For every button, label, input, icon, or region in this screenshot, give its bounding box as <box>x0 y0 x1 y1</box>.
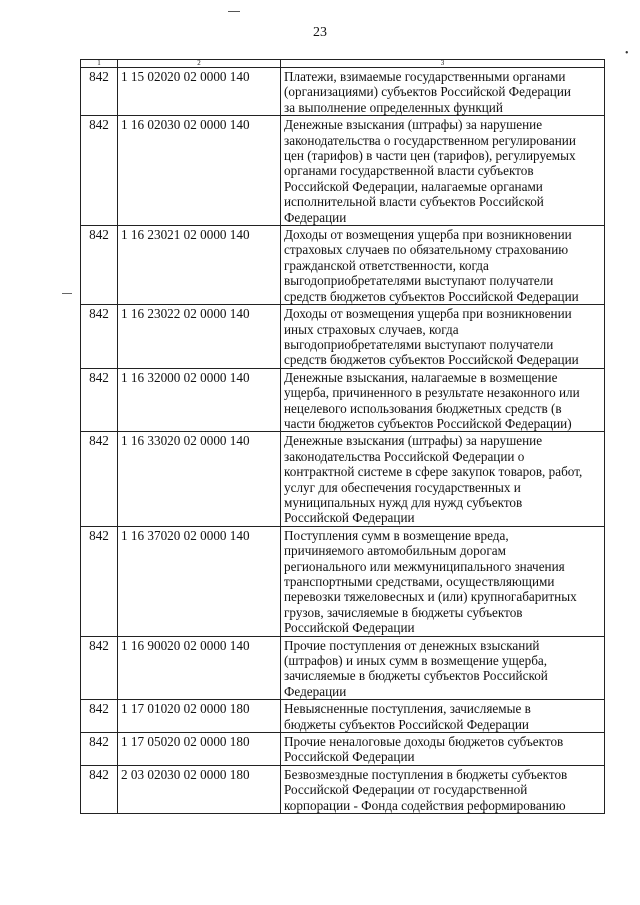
description-line: муниципальных нужд для нужд субъектов <box>284 494 523 510</box>
revenue-description-cell <box>281 368 605 432</box>
budget-classification-code-cell: 2 03 02030 02 0000 180 <box>118 765 281 813</box>
table-row <box>81 226 605 305</box>
description-line: Безвозмездные поступления в бюджеты субъектов <box>284 766 568 782</box>
description-line: Платежи, взимаемые государственными органами <box>284 69 566 84</box>
table-row <box>81 636 605 700</box>
description-line: законодательства о государственном регулировании <box>284 132 576 148</box>
description-line: корпорации - Фонда содействия реформированию <box>284 797 566 813</box>
table-row <box>81 68 605 116</box>
budget-classification-code-cell: 1 16 23022 02 0000 140 <box>118 305 281 369</box>
description-line: Российской Федерации от государственной <box>284 782 528 798</box>
table-body <box>81 68 605 814</box>
budget-classification-code-cell: 1 16 90020 02 0000 140 <box>118 636 281 700</box>
budget-classification-code-cell: 1 16 37020 02 0000 140 <box>118 526 281 636</box>
description-line: страховых случаев по обязательному страхованию <box>284 242 569 258</box>
description-line: Поступления сумм в возмещение вреда, <box>284 527 509 543</box>
description-line: средств бюджетов субъектов Российской Федерации <box>284 352 579 368</box>
description-line: перевозки тяжеловесных и (или) крупногабаритных <box>284 589 577 605</box>
description-line: Федерации <box>284 209 347 225</box>
description-line: выгодоприобретателями выступают получатели <box>284 273 554 289</box>
description-line: Денежные взыскания (штрафы) за нарушение <box>284 117 543 133</box>
administrator-code-cell: 842 <box>81 733 118 766</box>
administrator-code-cell: 842 <box>81 226 118 305</box>
description-line: цен (тарифов) в части цен (тарифов), регулируемых <box>284 148 576 164</box>
description-line: Невыясненные поступления, зачисляемые в <box>284 701 531 717</box>
description-line: грузов, зачисляемые в бюджеты субъектов <box>284 604 523 620</box>
table-row <box>81 733 605 766</box>
administrator-code-cell: 842 <box>81 700 118 733</box>
administrator-code-cell: 842 <box>81 368 118 432</box>
administrator-code-cell: 842 <box>81 636 118 700</box>
description-line: Российской Федерации <box>284 620 415 636</box>
budget-classification-code-cell: 1 16 23021 02 0000 140 <box>118 226 281 305</box>
description-line: Доходы от возмещения ущерба при возникновении <box>284 306 572 322</box>
table-header-row <box>81 60 605 68</box>
description-line: гражданской ответственности, когда <box>284 257 489 273</box>
administrator-code-cell: 842 <box>81 116 118 226</box>
table-row <box>81 526 605 636</box>
table-row <box>81 765 605 813</box>
description-line: законодательства Российской Федерации о <box>284 448 525 464</box>
budget-classification-code-cell: 1 15 02020 02 0000 140 <box>118 68 281 116</box>
description-line: Российской Федерации, налагаемые органами <box>284 178 543 194</box>
revenue-description-cell <box>281 68 605 116</box>
revenue-description-cell <box>281 700 605 733</box>
description-line: иных страховых случаев, когда <box>284 321 459 337</box>
scan-mark-corner: • <box>625 48 629 59</box>
administrator-code-cell: 842 <box>81 68 118 116</box>
description-line: регионального или межмуниципального значения <box>284 558 565 574</box>
description-line: средств бюджетов субъектов Российской Федерации <box>284 288 579 304</box>
budget-classification-code-cell: 1 17 05020 02 0000 180 <box>118 733 281 766</box>
description-line: услуг для обеспечения государственных и <box>284 479 521 495</box>
table-row <box>81 432 605 526</box>
administrator-code-cell: 842 <box>81 765 118 813</box>
description-line: Доходы от возмещения ущерба при возникновении <box>284 227 572 243</box>
description-line: ущерба, причиненного в результате незаконного или <box>284 385 580 401</box>
description-line: Денежные взыскания (штрафы) за нарушение <box>284 433 543 449</box>
column-number-3: 3 <box>281 60 605 68</box>
description-line: Прочие поступления от денежных взысканий <box>284 637 540 653</box>
description-line: части бюджетов субъектов Российской Федерации) <box>284 415 572 431</box>
budget-classification-code-cell: 1 17 01020 02 0000 180 <box>118 700 281 733</box>
table-row <box>81 116 605 226</box>
revenue-description-cell <box>281 226 605 305</box>
description-line: бюджеты субъектов Российской Федерации <box>284 716 529 732</box>
administrator-code-cell: 842 <box>81 305 118 369</box>
description-line: исполнительной власти субъектов Российской <box>284 194 544 210</box>
revenue-description-cell <box>281 733 605 766</box>
description-line: транспортными средствами, осуществляющими <box>284 574 555 589</box>
revenue-description-cell <box>281 305 605 369</box>
description-line: Федерации <box>284 683 347 699</box>
description-line: Российской Федерации <box>284 510 415 526</box>
description-line: за выполнение определенных функций <box>284 99 503 115</box>
budget-classification-code-cell: 1 16 32000 02 0000 140 <box>118 368 281 432</box>
revenue-description-cell <box>281 526 605 636</box>
description-line: причиняемого автомобильным дорогам <box>284 543 506 559</box>
table-row <box>81 305 605 369</box>
table-row <box>81 700 605 733</box>
description-line: Российской Федерации <box>284 749 415 765</box>
revenue-codes-table <box>80 59 605 814</box>
description-line: нецелевого использования бюджетных средств (в <box>284 400 562 416</box>
revenue-description-cell <box>281 432 605 526</box>
description-line: (организациями) субъектов Российской Федерации <box>284 84 571 100</box>
column-number-2: 2 <box>118 60 281 68</box>
description-line: (штрафов) и иных сумм в возмещение ущерба, <box>284 653 548 669</box>
administrator-code-cell: 842 <box>81 526 118 636</box>
description-line: контрактной системе в сфере закупок товаров, работ, <box>284 464 583 480</box>
scan-mark-top <box>228 11 240 12</box>
page-number: 23 <box>313 25 327 40</box>
description-line: зачисляемые в бюджеты субъектов Российской <box>284 668 548 684</box>
revenue-description-cell <box>281 765 605 813</box>
description-line: выгодоприобретателями выступают получатели <box>284 336 554 352</box>
budget-classification-code-cell: 1 16 33020 02 0000 140 <box>118 432 281 526</box>
table-row <box>81 368 605 432</box>
description-line: Прочие неналоговые доходы бюджетов субъектов <box>284 734 564 750</box>
administrator-code-cell: 842 <box>81 432 118 526</box>
description-line: органами государственной власти субъектов <box>284 163 534 179</box>
description-line: Денежные взыскания, налагаемые в возмещение <box>284 369 558 385</box>
column-number-1: 1 <box>81 60 118 68</box>
scan-mark-left <box>62 293 72 294</box>
revenue-description-cell <box>281 116 605 226</box>
revenue-description-cell <box>281 636 605 700</box>
budget-classification-code-cell: 1 16 02030 02 0000 140 <box>118 116 281 226</box>
